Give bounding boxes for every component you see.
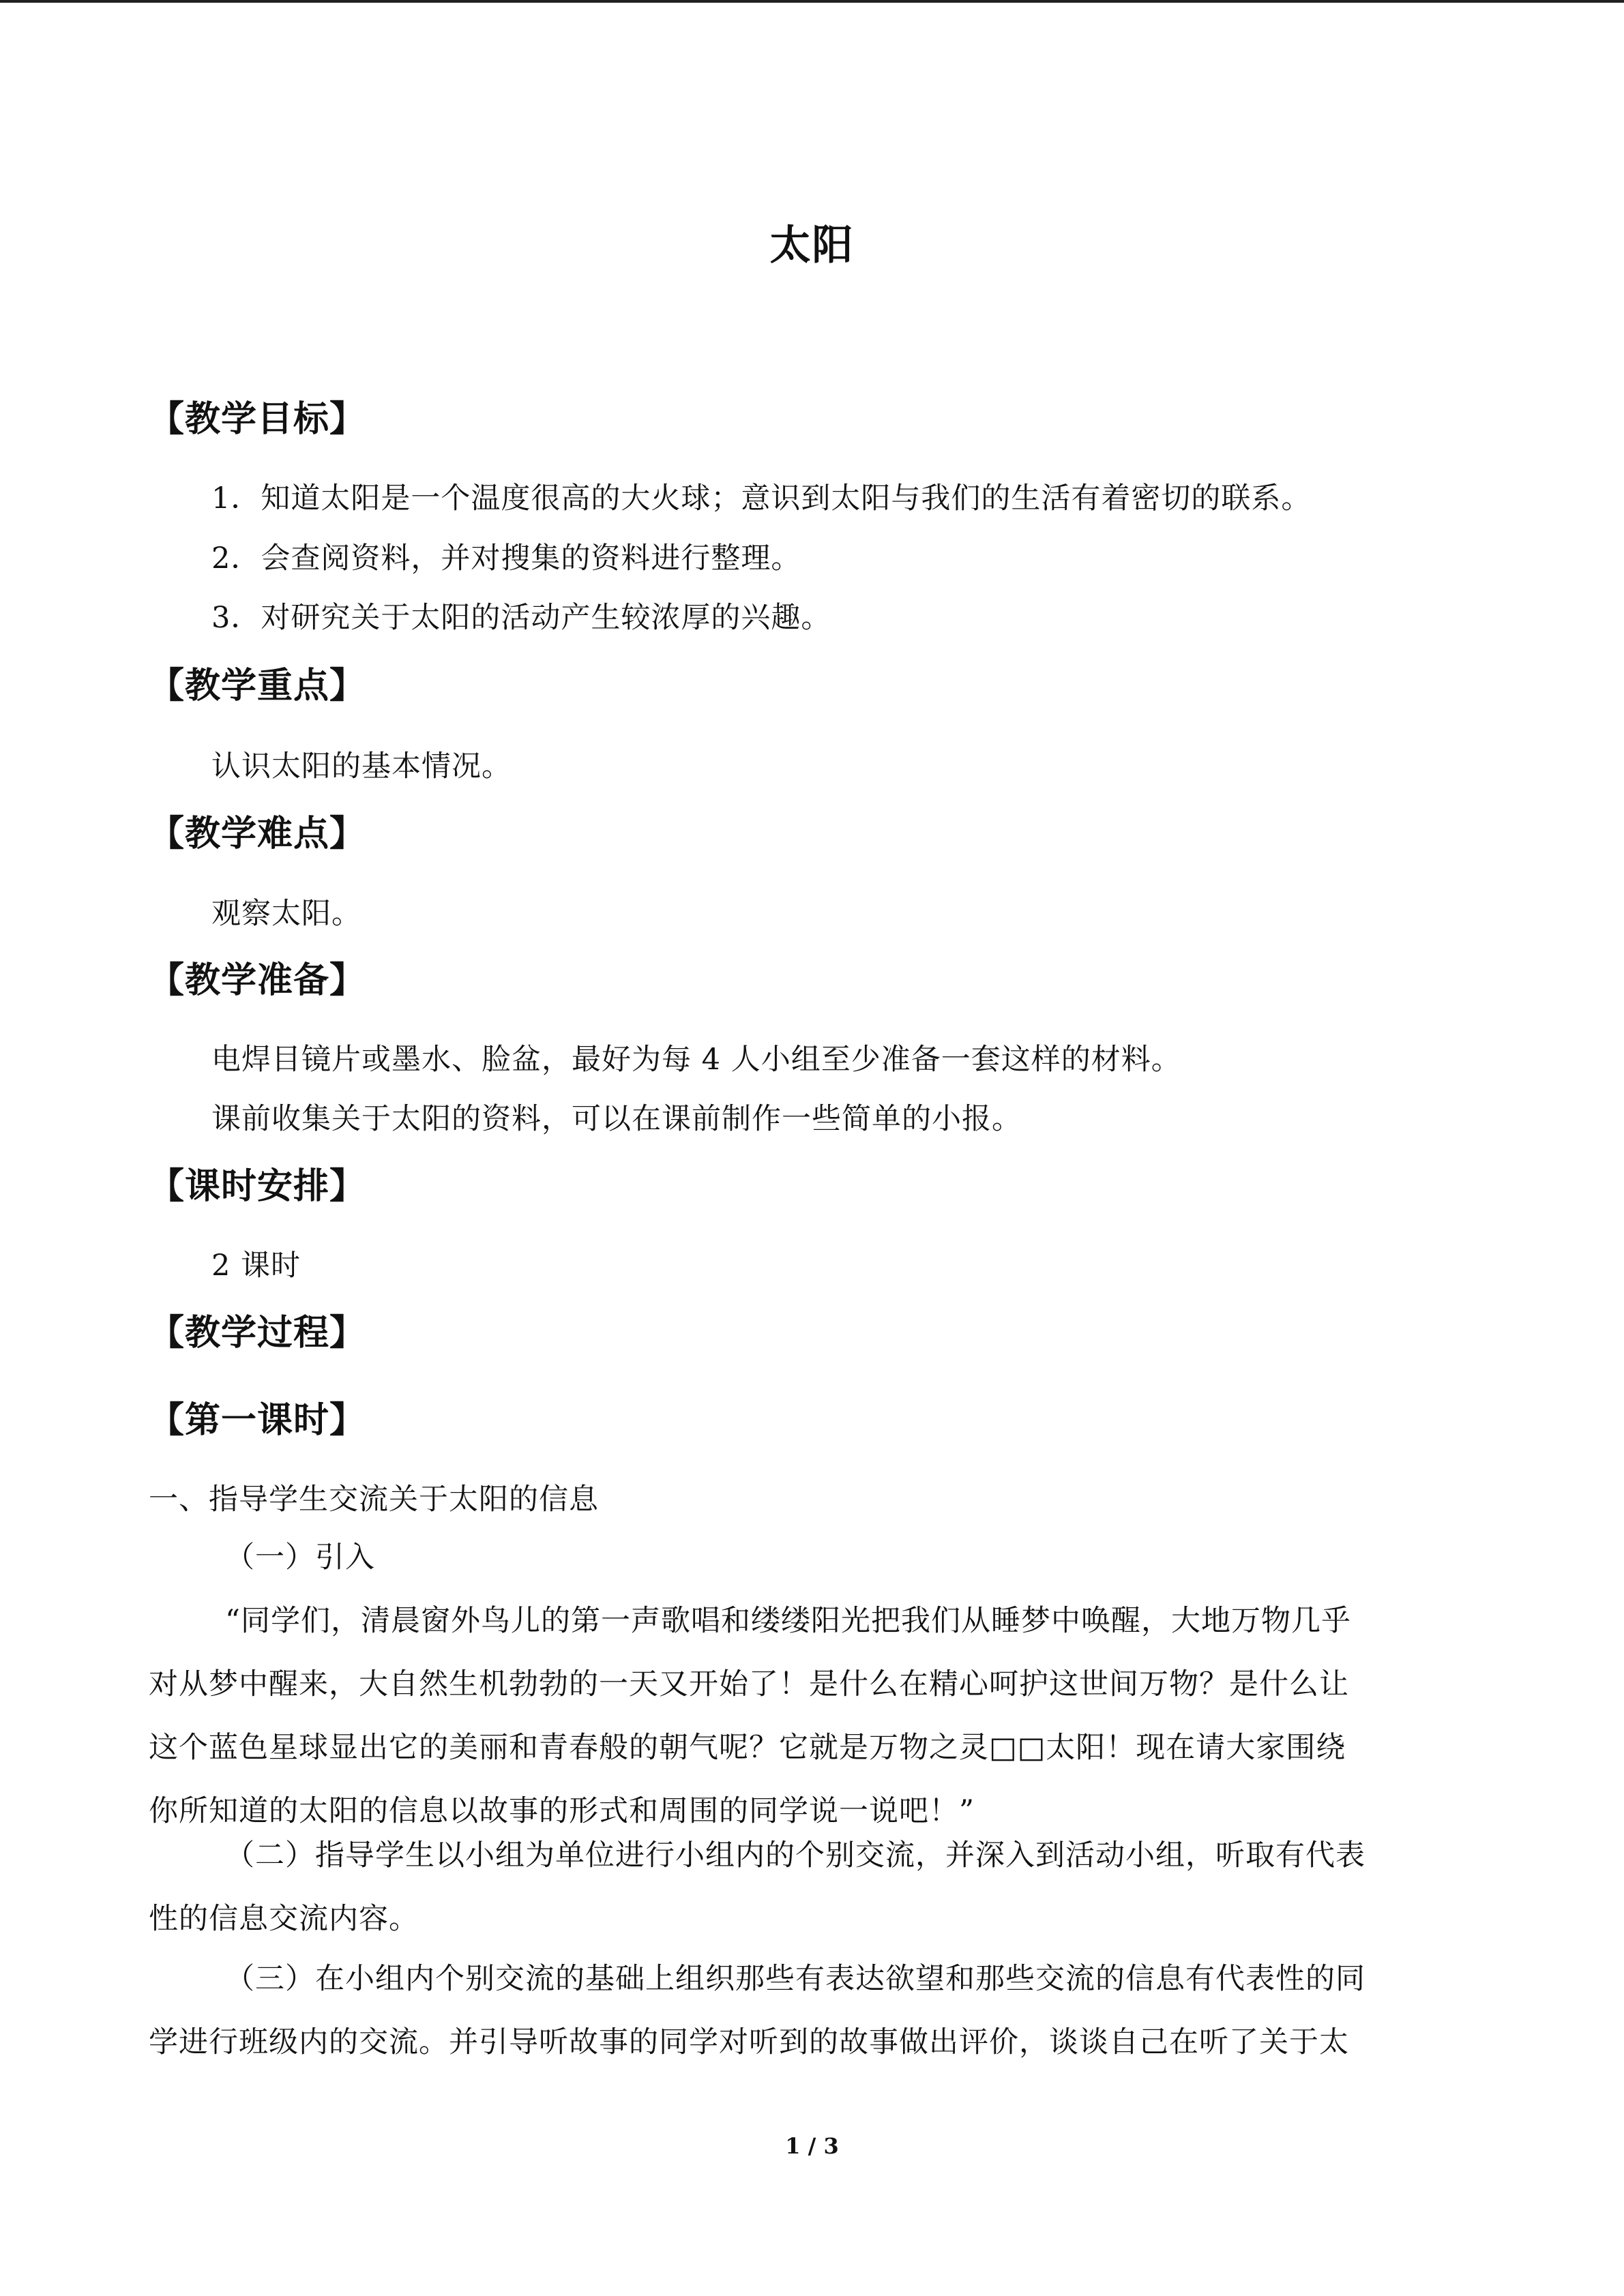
difficulties-text: 观察太阳。 (211, 897, 361, 931)
subsection-2-line-1: （二）指导学生以小组为单位进行小组内的个别交流，并深入到活动小组，听取有代表 (225, 1838, 1365, 1873)
subsection-3-line-1: （三）在小组内个别交流的基础上组织那些有表达欲望和那些交流的信息有代表性的同 (225, 1962, 1365, 1996)
subsection-2-line-2: 性的信息交流内容。 (149, 1902, 419, 1936)
page-number: 1 / 3 (785, 2133, 839, 2159)
preparation-item-1: 电焊目镜片或墨水、脸盆，最好为每 4 人小组至少准备一套这样的材料。 (211, 1043, 1181, 1077)
heading-lesson-one: 【第一课时】 (149, 1400, 366, 1441)
heading-preparation: 【教学准备】 (149, 960, 366, 1001)
preparation-item-2: 课前收集关于太阳的资料，可以在课前制作一些简单的小报。 (211, 1102, 1022, 1136)
quote-line-4: 你所知道的太阳的信息以故事的形式和周围的同学说一说吧！” (149, 1794, 975, 1828)
heading-key-points: 【教学重点】 (149, 666, 366, 706)
part-title: 一、指导学生交流关于太阳的信息 (149, 1482, 599, 1517)
objective-item-3: 3．对研究关于太阳的活动产生较浓厚的兴趣。 (211, 601, 831, 635)
key-points-text: 认识太阳的基本情况。 (211, 749, 512, 784)
objective-item-1: 1．知道太阳是一个温度很高的大火球；意识到太阳与我们的生活有着密切的联系。 (211, 481, 1312, 516)
quote-line-1: “同学们，清晨窗外鸟儿的第一声歌唱和缕缕阳光把我们从睡梦中唤醒，大地万物几乎 (225, 1604, 1351, 1638)
objective-item-2: 2．会查阅资料，并对搜集的资料进行整理。 (211, 541, 801, 576)
heading-difficulties: 【教学难点】 (149, 814, 366, 854)
heading-process: 【教学过程】 (149, 1313, 366, 1354)
quote-line-3: 这个蓝色星球显出它的美丽和青春般的朝气呢？它就是万物之灵□□太阳！现在请大家围绕 (149, 1731, 1346, 1765)
heading-schedule: 【课时安排】 (149, 1166, 366, 1207)
quote-line-2: 对从梦中醒来，大自然生机勃勃的一天又开始了！是什么在精心呵护这世间万物？是什么让 (149, 1667, 1349, 1701)
heading-objectives: 【教学目标】 (149, 399, 366, 440)
page-title: 太阳 (769, 222, 855, 269)
schedule-text: 2 课时 (211, 1249, 301, 1283)
subsection-3-line-2: 学进行班级内的交流。并引导听故事的同学对听到的故事做出评价，谈谈自己在听了关于太 (149, 2025, 1349, 2059)
top-border (0, 0, 1624, 3)
subsection-intro: （一）引入 (225, 1540, 375, 1575)
